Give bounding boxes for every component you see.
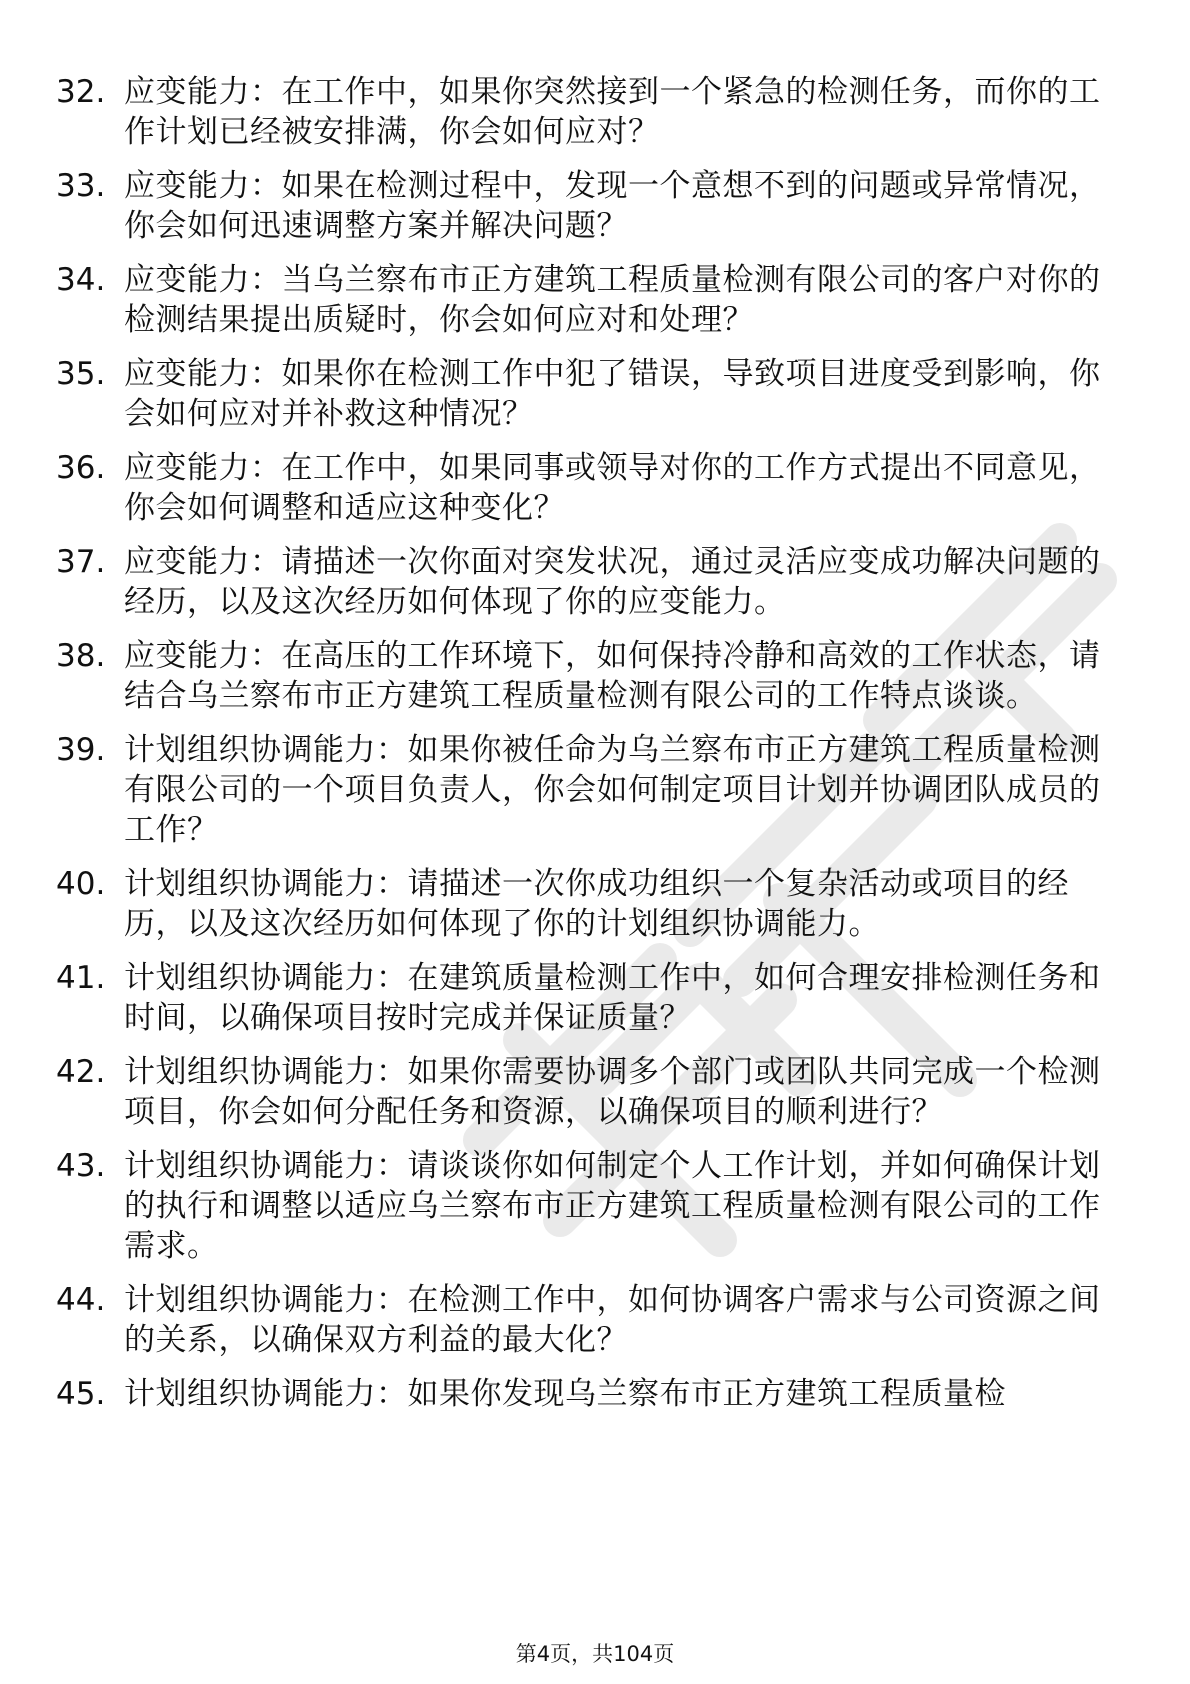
question-text: 计划组织协调能力：如果你被任命为乌兰察布市正方建筑工程质量检测有限公司的一个项目负责人，你会如何制定项目计划并协调团队成员的工作？ (124, 732, 1101, 848)
question-text: 计划组织协调能力：请描述一次你成功组织一个复杂活动或项目的经历，以及这次经历如何体现了你的计划组织协调能力。 (124, 866, 1069, 942)
question-item (56, 72, 1116, 152)
question-text: 应变能力：在工作中，如果你突然接到一个紧急的检测任务，而你的工作计划已经被安排满，你会如何应对？ (124, 74, 1101, 150)
question-number: 45. (56, 1376, 106, 1412)
question-number: 34. (56, 262, 106, 298)
question-number: 42. (56, 1054, 106, 1090)
question-text: 应变能力：在高压的工作环境下，如何保持冷静和高效的工作状态，请结合乌兰察布市正方建筑工程质量检测有限公司的工作特点谈谈。 (124, 638, 1101, 714)
question-number: 36. (56, 450, 106, 486)
question-text: 计划组织协调能力：如果你发现乌兰察布市正方建筑工程质量检 (124, 1376, 1006, 1412)
question-text: 计划组织协调能力：在建筑质量检测工作中，如何合理安排检测任务和时间，以确保项目按时完成并保证质量？ (124, 960, 1101, 1036)
question-number: 38. (56, 638, 106, 674)
question-number: 33. (56, 168, 106, 204)
page-footer: 第4页，共104页 (515, 1642, 675, 1666)
question-text: 应变能力：如果你在检测工作中犯了错误，导致项目进度受到影响，你会如何应对并补救这种情况？ (124, 356, 1101, 432)
question-item (56, 636, 1116, 716)
question-number: 44. (56, 1282, 106, 1318)
question-item (56, 1052, 1116, 1132)
question-text: 计划组织协调能力：如果你需要协调多个部门或团队共同完成一个检测项目，你会如何分配任务和资源，以确保项目的顺利进行？ (124, 1054, 1101, 1130)
question-number: 35. (56, 356, 106, 392)
question-text: 计划组织协调能力：请谈谈你如何制定个人工作计划，并如何确保计划的执行和调整以适应乌兰察布市正方建筑工程质量检测有限公司的工作需求。 (124, 1148, 1101, 1264)
question-number: 40. (56, 866, 106, 902)
question-text: 应变能力：当乌兰察布市正方建筑工程质量检测有限公司的客户对你的检测结果提出质疑时，你会如何应对和处理？ (124, 262, 1101, 338)
question-item (56, 864, 1116, 944)
question-number: 41. (56, 960, 106, 996)
question-text: 计划组织协调能力：在检测工作中，如何协调客户需求与公司资源之间的关系，以确保双方利益的最大化？ (124, 1282, 1101, 1358)
question-list (56, 72, 1116, 1428)
question-text: 应变能力：如果在检测过程中，发现一个意想不到的问题或异常情况，你会如何迅速调整方案并解决问题？ (124, 168, 1101, 244)
question-item (56, 1146, 1116, 1266)
question-item (56, 1280, 1116, 1360)
question-number: 43. (56, 1148, 106, 1184)
question-item (56, 260, 1116, 340)
question-item (56, 354, 1116, 434)
question-item (56, 730, 1116, 850)
question-text: 应变能力：请描述一次你面对突发状况，通过灵活应变成功解决问题的经历，以及这次经历如何体现了你的应变能力。 (124, 544, 1101, 620)
question-item (56, 958, 1116, 1038)
question-item (56, 1374, 1116, 1414)
question-number: 32. (56, 74, 106, 110)
question-text: 应变能力：在工作中，如果同事或领导对你的工作方式提出不同意见，你会如何调整和适应这种变化？ (124, 450, 1101, 526)
question-number: 39. (56, 732, 106, 768)
question-item (56, 542, 1116, 622)
question-item (56, 448, 1116, 528)
question-item (56, 166, 1116, 246)
question-number: 37. (56, 544, 106, 580)
